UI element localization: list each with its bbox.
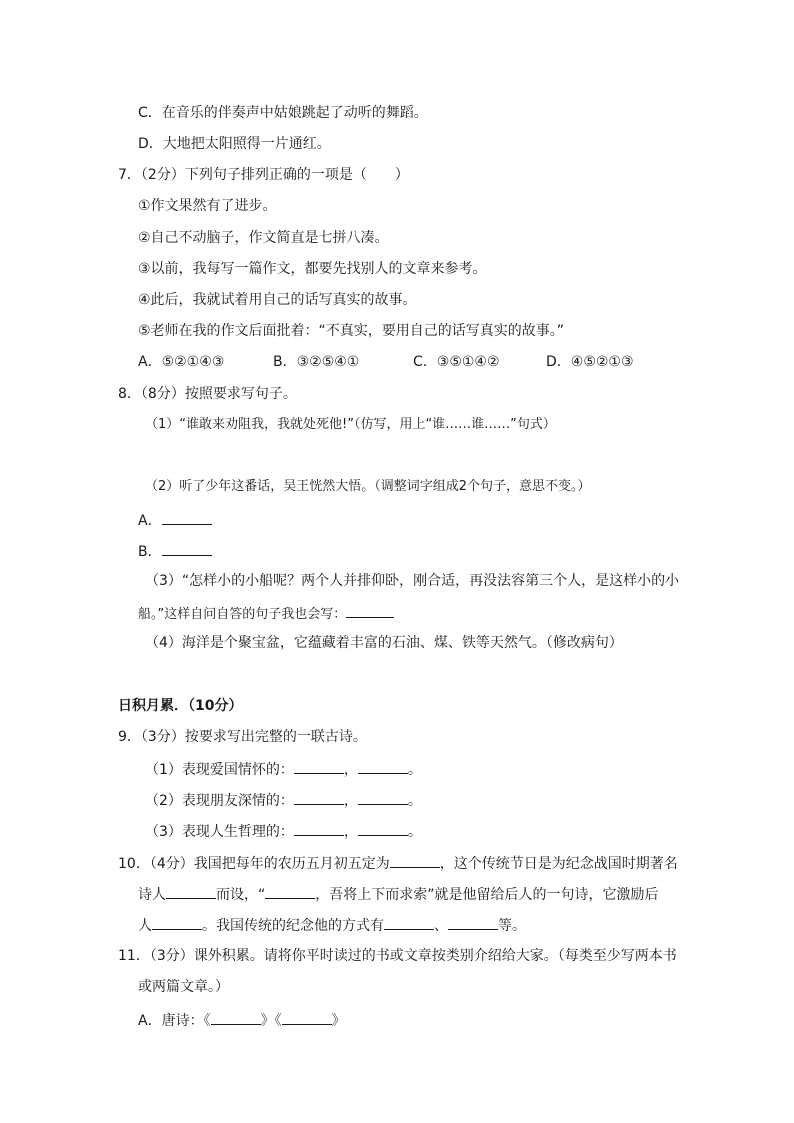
q8-part-2-b — [138, 541, 212, 561]
q8-part-3-line-1: （3）“怎样小的小船呢？两个人并排仰卧，刚合适，再没法容第三个人，是这样小的小 — [145, 573, 680, 589]
q10-blank-festival[interactable] — [390, 853, 440, 868]
q9-part-3 — [145, 821, 422, 841]
section-title: 日积月累．（10分） — [118, 698, 243, 714]
q7-option-a: A．⑤②①④③ — [138, 354, 225, 370]
q9-part-3-label: （3）表现人生哲理的： — [145, 824, 294, 840]
q10-text-2: ，这个传统节日是为纪念战国时期著名 — [439, 856, 678, 872]
q8-part-3-blank[interactable] — [346, 603, 394, 618]
q7-stem: 7．（2分）下列句子排列正确的一项是（ ） — [118, 167, 409, 183]
q10-blank-inspire[interactable] — [152, 915, 202, 930]
q11-a-blank-2[interactable] — [282, 1010, 332, 1025]
q6-option-d: D．大地把太阳照得一片通红。 — [138, 136, 331, 152]
q9-part-3-blank-1[interactable] — [294, 821, 344, 836]
q7-option-d: D．④⑤②①③ — [546, 354, 634, 370]
q8-part-3-text: 船。”这样自问自答的句子我也会写： — [138, 607, 347, 622]
q7-sentence-5: ⑤老师在我的作文后面批着：“不真实，要用自己的话写真实的故事。” — [138, 323, 565, 339]
q10-blank-poet[interactable] — [166, 884, 216, 899]
q7-option-b: B．③②⑤④① — [273, 354, 360, 370]
comma: ， — [343, 793, 358, 809]
q9-part-1-blank-2[interactable] — [358, 759, 408, 774]
q6-option-c: C．在音乐的伴奏声中姑娘跳起了动听的舞蹈。 — [138, 105, 428, 121]
q10-text-1: 10．（4分）我国把每年的农历五月初五定为 — [118, 856, 390, 872]
q9-part-2-label: （2）表现朋友深情的： — [145, 793, 294, 809]
q11-a-label: A．唐诗：《 — [138, 1013, 211, 1029]
q10-text-8: 、 — [434, 918, 448, 934]
q8-part-4: （4）海洋是个聚宝盆，它蕴藏着丰富的石油、煤、铁等天然气。（修改病句） — [145, 635, 623, 651]
q11-a-blank-1[interactable] — [211, 1010, 261, 1025]
period: 。 — [407, 793, 422, 809]
q9-stem: 9．（3分）按要求写出完整的一联古诗。 — [118, 729, 367, 745]
q8-stem: 8．（8分）按照要求写句子。 — [118, 386, 297, 402]
q8-part-2-b-blank[interactable] — [162, 541, 212, 556]
q7-sentence-3: ③以前，我每写一篇作文，都要先找别人的文章来参考。 — [138, 261, 487, 277]
q10-text-7: 。我国传统的纪念他的方式有 — [202, 918, 384, 934]
q8-part-2-a-label: A． — [138, 513, 162, 529]
q11-option-a — [138, 1010, 346, 1030]
q9-part-3-blank-2[interactable] — [358, 821, 408, 836]
q8-part-3-line-2 — [138, 603, 394, 624]
q8-part-2-b-label: B． — [138, 544, 162, 560]
q8-part-2-a — [138, 510, 212, 530]
q10-blank-custom-1[interactable] — [384, 915, 434, 930]
q10-text-9: 等。 — [498, 918, 526, 934]
period: 。 — [407, 824, 422, 840]
q11-a-end: 》 — [331, 1013, 346, 1029]
q10-text-3: 诗人 — [138, 887, 166, 903]
q10-line-2 — [138, 884, 659, 904]
q10-text-5: ，吾将上下而求索”就是他留给后人的一句诗，它激励后 — [315, 887, 659, 903]
q9-part-2 — [145, 790, 422, 810]
q8-part-2: （2）听了少年这番话，吴王恍然大悟。（调整词字组成2个句子，意思不变。） — [145, 479, 591, 494]
q9-part-2-blank-1[interactable] — [294, 790, 344, 805]
q9-part-1 — [145, 759, 422, 779]
q9-part-1-label: （1）表现爱国情怀的： — [145, 762, 294, 778]
q11-line-2: 或两篇文章。） — [138, 979, 229, 995]
q8-part-1: （1）“谁敢来劝阻我，我就处死他!”（仿写，用上“谁……谁……”句式） — [145, 417, 556, 432]
q10-line-3 — [138, 915, 526, 935]
q10-blank-custom-2[interactable] — [448, 915, 498, 930]
q11-line-1: 11．（3分）课外积累。请将你平时读过的书或文章按类别介绍给大家。（每类至少写两本书 — [118, 948, 677, 964]
q10-text-4: 而设，“ — [216, 887, 266, 903]
q7-sentence-4: ④此后，我就试着用自己的话写真实的故事。 — [138, 292, 417, 308]
q9-part-2-blank-2[interactable] — [358, 790, 408, 805]
q10-line-1 — [118, 853, 678, 873]
q7-sentence-2: ②自己不动脑子，作文简直是七拼八凑。 — [138, 230, 389, 246]
q10-blank-verse[interactable] — [265, 884, 315, 899]
q7-option-c: C．③⑤①④② — [413, 354, 500, 370]
q10-text-6: 人 — [138, 918, 152, 934]
q11-a-mid: 》《 — [260, 1013, 282, 1029]
comma: ， — [343, 762, 358, 778]
period: 。 — [407, 762, 422, 778]
q7-sentence-1: ①作文果然有了进步。 — [138, 198, 277, 214]
q9-part-1-blank-1[interactable] — [294, 759, 344, 774]
comma: ， — [343, 824, 358, 840]
q8-part-2-a-blank[interactable] — [162, 510, 212, 525]
